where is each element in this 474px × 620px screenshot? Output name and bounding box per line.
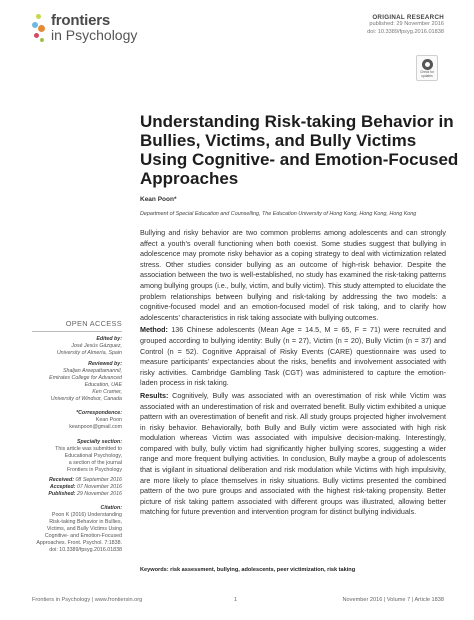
citation-line: Approaches. Front. Psychol. 7:1838. <box>36 540 122 546</box>
citation-line: Poon K (2016) Understanding <box>51 512 122 518</box>
abstract-method <box>140 325 446 389</box>
article-doi[interactable]: doi: 10.3389/fpsyg.2016.01838 <box>367 28 444 35</box>
frontiers-logo-icon <box>32 14 46 44</box>
correspondence-block <box>32 410 122 431</box>
citation-line: Cognitive- and Emotion-Focused <box>44 533 122 539</box>
citation-line: Risk-taking Behavior in Bullies, <box>49 519 122 525</box>
specialty-section-block <box>32 439 122 474</box>
brand-name: frontiers <box>51 12 111 29</box>
specialty-section-line: Educational Psychology, <box>64 453 122 459</box>
dates-block <box>32 477 122 498</box>
article-type: ORIGINAL RESEARCH <box>372 14 444 21</box>
author-affiliation: Department of Special Education and Counselling, The Education University of Hong Kong, Hong Kong, Hong Kong <box>140 211 417 217</box>
check-for-updates-button[interactable] <box>416 55 438 81</box>
correspondence-name: Kean Poon <box>95 417 122 423</box>
edited-by-label: Edited by: <box>96 336 122 342</box>
reviewer-affiliation: Education, UAE <box>84 382 122 388</box>
citation-line: Victims, and Bully Victims Using <box>46 526 122 532</box>
keywords <box>140 567 446 573</box>
abstract <box>140 228 446 520</box>
reviewer-name[interactable]: Ken Cramer, <box>92 389 122 395</box>
author-name[interactable]: Kean Poon* <box>140 196 177 203</box>
method-text: 136 Chinese adolescents (Mean Age = 14.5, M = 65, F = 71) were recruited and grouped according to bullying identity: Bully (n = 27), Victim (n = 20), Bully Victim (n = 37) and Control (n = 52). Cognitive Appraisal of Risky Events (CARE) questionnaire was used to measure participants’ expectancies about the risks, benefits and involvement associated with risky activities. Cambridge Gambling Task (CGT) was administered to capture the emotion-laden process in risk taking. <box>140 325 446 388</box>
sidebar-divider <box>32 331 122 332</box>
method-label: Method: <box>140 325 168 335</box>
edited-by-block <box>32 336 122 357</box>
editor-affiliation: University of Almería, Spain <box>56 350 122 356</box>
check-updates-label-2: updates <box>421 73 433 78</box>
page-number: 1 <box>234 597 238 603</box>
keywords-text: risk assessment, bullying, adolescents, peer victimization, risk taking <box>170 567 356 573</box>
specialty-section-line: a section of the journal <box>68 460 122 466</box>
check-updates-label-1: Check for <box>420 70 434 74</box>
footer-volume-info: November 2016 | Volume 7 | Article 1838 <box>342 597 444 603</box>
specialty-section-line: Frontiers in Psychology <box>66 467 122 473</box>
open-access-label: OPEN ACCESS <box>65 319 122 328</box>
citation-doi[interactable]: doi: 10.3389/fpsyg.2016.01838 <box>49 547 122 553</box>
reviewed-by-label: Reviewed by: <box>88 361 122 367</box>
reviewer-name[interactable]: Shaljan Areepattamannil, <box>63 368 122 374</box>
citation-block <box>32 505 122 554</box>
accepted-date: Accepted: 07 November 2016 <box>49 484 122 490</box>
reviewed-by-block <box>32 361 122 403</box>
footer-journal-link[interactable]: Frontiers in Psychology | www.frontiersin.org <box>32 597 143 603</box>
citation-label: Citation: <box>100 505 122 511</box>
article-title: Understanding Risk-taking Behavior in Bullies, Victims, and Bully Victims Using Cognitive- and Emotion-Focused Approaches <box>140 112 459 188</box>
correspondence-email[interactable]: keanpoon@gmail.com <box>69 424 122 430</box>
journal-name: in Psychology <box>51 27 138 43</box>
reviewer-affiliation: University of Windsor, Canada <box>50 396 122 402</box>
frontiers-logo[interactable] <box>32 14 137 44</box>
check-updates-icon <box>422 59 433 70</box>
specialty-section-label: Specialty section: <box>76 439 122 445</box>
reviewer-affiliation: Emirates College for Advanced <box>49 375 122 381</box>
specialty-section-line: This article was submitted to <box>55 446 122 452</box>
published-date: published: 29 November 2016 <box>369 21 444 27</box>
article-meta <box>367 14 444 36</box>
results-text: Cognitively, Bully was associated with an overestimation of risk while Victim was associated with an underestimation of risk and overrated benefit. Bully victim exhibited a unique pattern with an overestimation of benefit and risk. All study groups projected higher involvement in risky behavior. Behaviorally, both Bully and Bully victim were associated with high risk modulation whereas Victim was associated with impulsive decision-making. Interestingly, compared with bully, bully victim had significantly higher bullying scores, suggesting a wider range and more frequent bullying activities. In conclusion, Bully maybe a group of adolescents that is vigilant in situational deliberation and risk modulation while Victims with high impulsivity, are more likely to place themselves in risky situations. Bully victims presented the combined pattern of the two pure groups and associated with the highest risk-taking propensity. Better picture of risk taking pattern associated with different groups was illustrated, allowing better matching for future prevention and intervention program for distinct bullying individuals. <box>140 390 447 517</box>
abstract-results <box>140 391 446 518</box>
correspondence-label: *Correspondence: <box>76 410 122 416</box>
abstract-intro: Bullying and risky behavior are two common problems among adolescents and can strongly affect a youth’s overall functioning when both coexist. Some studies suggest that bullying in adolescence may promote risky behavior as a coping strategy to deal with victimization related stress. Other studies consider bullying as an outcome of high-risk behavior. Despite the association between the two is well-established, no study has examined the risk-taking patterns among bullying groups (i.e., bully, victim, and bully victim). This study attempted to elucidate the problem relationships between bullying and risk-taking by addressing the two models: a cognitive-focused model and an emotion-focused model of risk taking, and to clarify how adolescents’ characteristics in risk taking associate with bullying outcomes. <box>140 228 446 322</box>
editor-name[interactable]: José Jesús Gázquez, <box>71 343 122 349</box>
results-label: Results: <box>140 390 169 400</box>
keywords-label: Keywords: <box>140 567 169 573</box>
received-date: Received: 08 September 2016 <box>48 477 122 483</box>
published-date-sidebar: Published: 29 November 2016 <box>48 491 122 497</box>
